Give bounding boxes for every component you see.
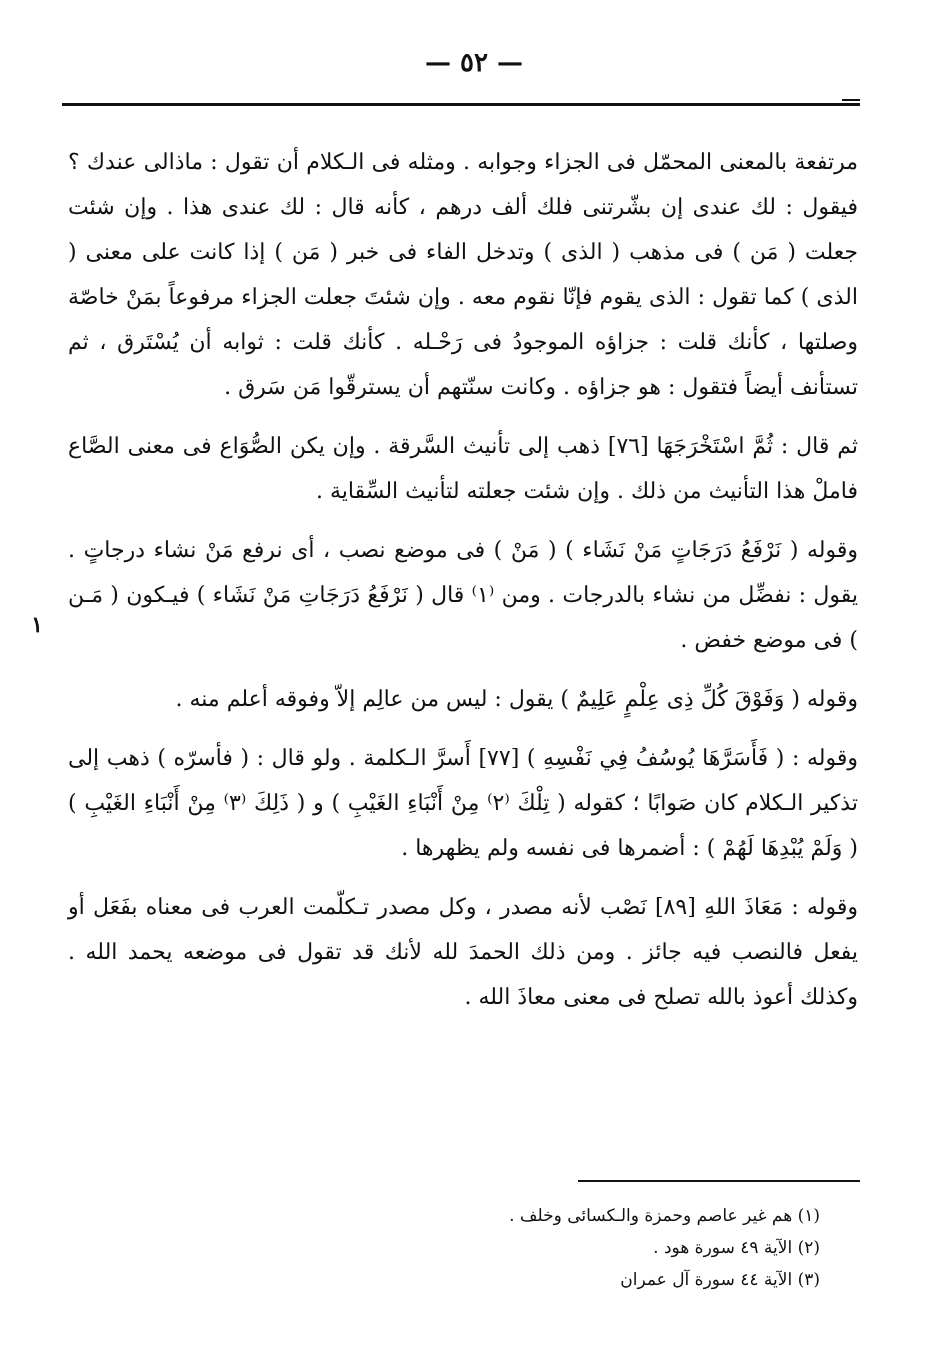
paragraph-5: وقوله : ( فَأَسَرَّهَا يُوسُفُ فِي نَفْسِهِ ) [٧٧] أَسرَّ الـكلمة . ولو قال : ( فأسرّه ) ذهب إلى تذكير الـكلام كان صَوابًا ؛ كقوله ( تِلْكَ ⁽٢⁾ مِنْ أَنْبَاءِ الغَيْبِ ) و ( ذَلِكَ ⁽٣⁾ مِنْ أَنْبَاءِ الغَيْبِ ) ( وَلَمْ يُبْدِهَا لَهُمْ ) : أضمرها فى نفسه ولم يظهرها . xyxy=(68,746,858,861)
margin-line-marker: ١ xyxy=(31,612,43,638)
footnotes xyxy=(480,1200,820,1296)
page-number: — ٥٢ — xyxy=(424,48,524,78)
paragraph-4: وقوله ( وَفَوْقَ كُلِّ ذِى عِلْمٍ عَلِيمٌ ) يقول : ليس من عالِم إلاّ وفوقه أعلم منه . xyxy=(175,687,858,712)
header-rule xyxy=(62,103,860,106)
paragraph-2: ثم قال : ثُمَّ اسْتَخْرَجَهَا [٧٦] ذهب إلى تأنيث السَّرقة . وإن يكن الصُّوَاع فى معنى الصَّاع فاملْ هذا التأنيث من ذلك . وإن شئت جعلته لتأنيث السِّقاية . xyxy=(68,434,858,504)
paragraph-3: وقوله ( نَرْفَعُ دَرَجَاتٍ مَنْ نَشَاء ) ( مَنْ ) فى موضع نصب ، أى نرفع مَنْ نشاء درجاتٍ . يقول : نفضِّل من نشاء بالدرجات . ومن ⁽١⁾ قال ( نَرْفَعُ دَرَجَاتِ مَنْ نَشَاء ) فيـكون ( مَـن ) فى موضع خفض . xyxy=(68,538,858,653)
main-text xyxy=(68,140,858,1020)
footnote-1: (١) هم غير عاصم وحمزة والـكسائى وخلف . xyxy=(509,1206,820,1226)
paragraph-1: مرتفعة بالمعنى المحمّل فى الجزاء وجوابه . ومثله فى الـكلام أن تقول : ماذالى عندك ؟ فيقول : لك عندى إن بشّرتنى فلك ألف درهم ، كأنه قال : لك عندى هذا . وإن شئت جعلت ( مَن ) فى مذهب ( الذى ) وتدخل الفاء فى خبر ( مَن ) إذا كانت على معنى ( الذى ) كما تقول : الذى يقوم فإنّا نقوم معه . وإن شئتَ جعلت الجزاء مرفوعاً بمَنْ خاصّة وصلتها ، كأنك قلت : جزاؤه الموجودُ فى رَحْـله . كأنك قلت : ثوابه أن يُسْتَرق ، ثم تستأنف أيضاً فتقول : هو جزاؤه . وكانت سنّتهم أن يسترقّوا مَن سَرق . xyxy=(68,150,858,400)
paragraph-6: وقوله : مَعَاذَ اللهِ [٨٩] نَصْب لأنه مصدر ، وكل مصدر تـكلّمت العرب فى معناه بفَعَل أو يفعل فالنصب فيه جائز . ومن ذلك الحمدَ لله لأنك قد تقول فى موضعه يحمد الله . وكذلك أعوذ بالله تصلح فى معنى معاذَ الله . xyxy=(68,895,858,1010)
footnote-2: (٢) الآية ٤٩ سورة هود . xyxy=(653,1238,820,1258)
header-rule-mark xyxy=(842,99,860,101)
footnote-rule xyxy=(578,1180,860,1182)
footnote-3: (٣) الآية ٤٤ سورة آل عمران xyxy=(620,1270,820,1290)
